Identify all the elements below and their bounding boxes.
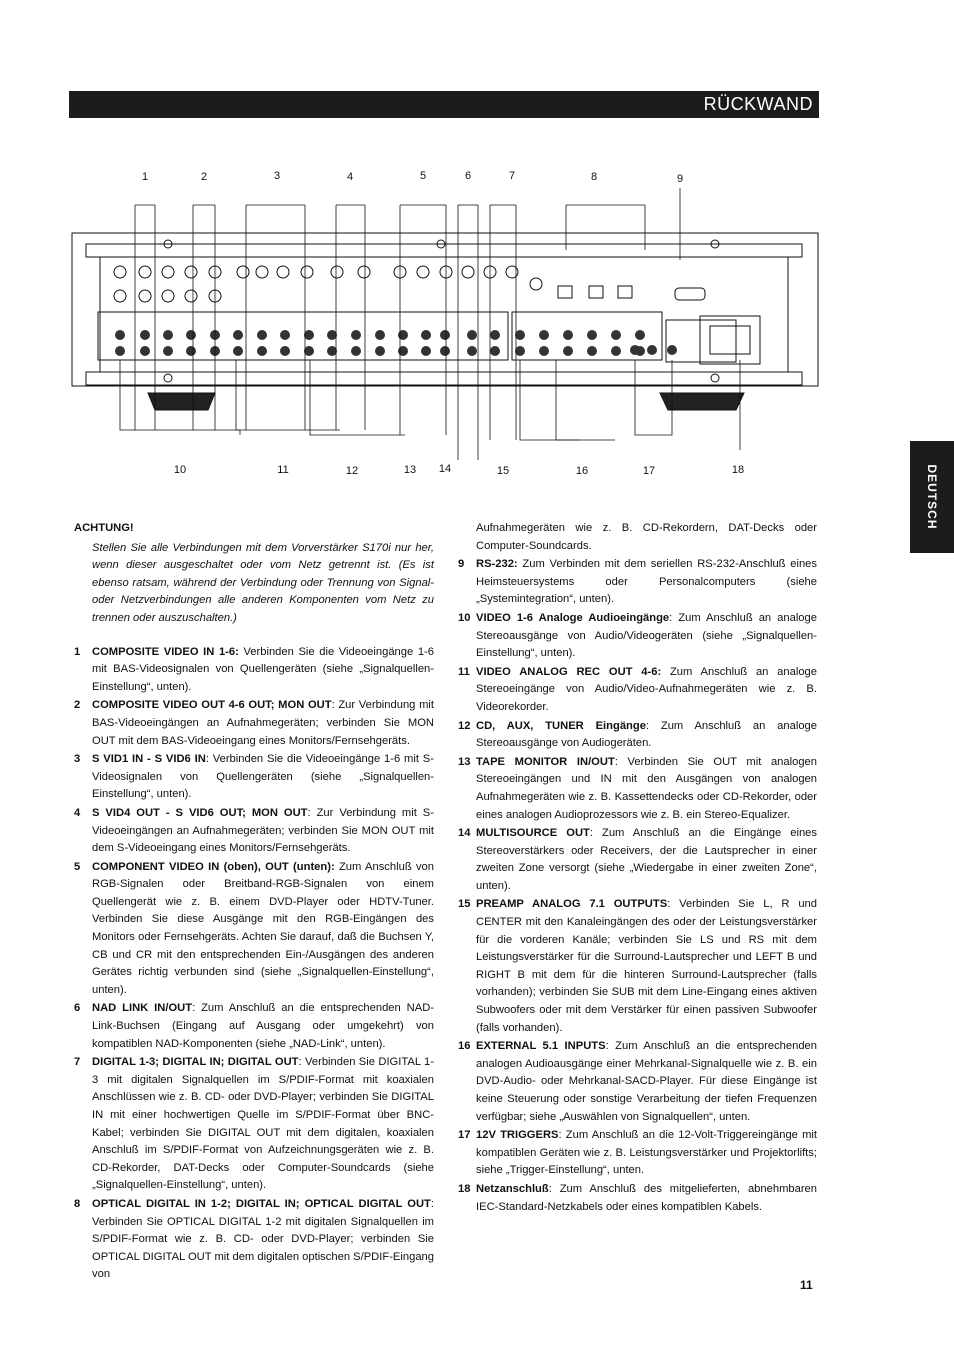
callout-11: 11 [277, 464, 289, 476]
callout-16: 16 [575, 465, 589, 477]
list-item: 3 S VID1 IN - S VID6 IN: Verbinden Sie die Videoeingänge 1-6 mit S-Videosignalen von Quellengeräten (siehe „Signalquellen-Einstellung“, unten). [74, 753, 434, 801]
list-item: 16 EXTERNAL 5.1 INPUTS: Zum Anschluß an die entsprechenden analogen Audioausgänge einer Mehrkanal-Signalquelle wie z. B. ein DVD-Audio- oder Mehrkanal-SACD-Player. Für diese Eingänge ist keine Steuerung oder sonstige Verarbeitung der tiefen Frequenzen verfügbar; siehe „Auswählen von Signalquellen“, unten. [458, 1040, 818, 1123]
language-tab [910, 441, 954, 553]
callout-14: 14 [438, 463, 452, 475]
callout-18: 18 [731, 464, 745, 476]
caution-title: ACHTUNG! [74, 522, 134, 534]
list-item: 15 PREAMP ANALOG 7.1 OUTPUTS: Verbinden Sie L, R und CENTER mit den Kanaleingängen des oder der Leistungsverstärker für die vorderen Kanäle; verbinden Sie LS und RS mit dem Leistungsverstärker für die Surround-Lautsprecher und LEFT B und RIGHT B mit dem für die hinteren Surround-Lautsprecher (falls vorhanden); verbinden Sie SUB mit dem Line-Eingang eines aktiven Subwoofers oder mit dem Verstärker für einen passiven Subwoofer (falls vorhanden). [458, 898, 817, 1034]
list-item: 17 12V TRIGGERS: Zum Anschluß an die 12-Volt-Triggereingänge mit kompatiblen Geräten wie z. B. Leistungsverstärker und Projektorlifts; siehe „Trigger-Einstellung“, unten. [458, 1129, 817, 1177]
callout-15: 15 [496, 465, 510, 477]
section-title: RÜCKWAND [703, 94, 813, 114]
left-column [74, 520, 434, 1285]
list-item: 14 MULTISOURCE OUT: Zum Anschluß an die Eingänge eines Stereoverstärkers oder Receivers, der die Lautsprecher in einer zweiten Zone versorgt (siehe „Wiedergabe in einer zweiten Zone“, unten). [458, 827, 817, 892]
list-item: 4 S VID4 OUT - S VID6 OUT; MON OUT: Zur Verbindung mit S-Videoeingängen an Aufnahmegeräten; verbinden Sie MON OUT mit dem S-Videoeingang eines Monitors/Fernsehgeräts. [74, 806, 434, 855]
caution-text: Stellen Sie alle Verbindungen mit dem Vorverstärker S170i nur her, wenn dieser ausgeschaltet oder vom Netz getrennt ist. (Es ist ebenso ratsam, während der Verbindung oder Trennung von Signal- oder Netzverbindungen alle anderen Komponenten vom Netz zu trennen oder auszuschalten.) [92, 541, 434, 624]
page-number: 11 [800, 1278, 813, 1292]
callout-7: 7 [508, 170, 516, 182]
rear-panel-diagram [60, 160, 840, 480]
list-item: 6 NAD LINK IN/OUT: Zum Anschluß an die entsprechenden NAD-Link-Buchsen (Eingang auf Ausgang oder umgekehrt) von kompatiblen NAD-Komponenten (siehe „NAD-Link“, unten). [74, 1002, 434, 1050]
callout-6: 6 [464, 170, 472, 182]
callout-17: 17 [642, 465, 656, 477]
right-column [458, 520, 817, 1217]
callout-2: 2 [200, 171, 208, 183]
callout-10: 10 [173, 464, 187, 476]
callout-13: 13 [403, 464, 417, 476]
list-item: 9 RS-232: Zum Verbinden mit dem seriellen RS-232-Anschluß eines Heimsteuersystems oder Personalcomputers (siehe „Systemintegration“, unten). [458, 558, 817, 606]
section-header-bar [69, 91, 819, 118]
callout-8: 8 [590, 171, 598, 183]
list-item: 1 COMPOSITE VIDEO IN 1-6: Verbinden Sie die Videoeingänge 1-6 mit BAS-Videosignalen von Quellengeräten (siehe „Signalquellen-Einstellung“, unten). [74, 645, 434, 693]
callout-1: 1 [141, 171, 149, 183]
list-item: 11 VIDEO ANALOG REC OUT 4-6: Zum Anschluß an analoge Stereoeingänge von Audio/Video-Aufnahmegeräten wie z. B. Videorekorder. [458, 665, 817, 713]
callout-12: 12 [345, 465, 359, 477]
callout-5: 5 [419, 170, 427, 182]
list-item: 18 Netzanschluß: Zum Anschluß des mitgelieferten, abnehmbaren IEC-Standard-Netzkabels oder eines kompatiblen Kabels. [458, 1182, 817, 1213]
list-item: 13 TAPE MONITOR IN/OUT: Verbinden Sie OUT mit analogen Stereoeingängen und IN mit den Ausgängen von analogen Aufnahmegeräten wie z. B. Kassettendecks oder CD-Rekorder, oder eines analogen Audioprozessors wie z. B. ein Stereo-Equalizer. [458, 755, 817, 821]
language-tab-label: DEUTSCH [925, 464, 939, 530]
list-item: 12 CD, AUX, TUNER Eingänge: Zum Anschluß an analoge Stereoausgänge von Audiogeräten. [458, 719, 817, 750]
callout-4: 4 [346, 171, 354, 183]
callout-9: 9 [676, 173, 684, 185]
list-item: 5 COMPONENT VIDEO IN (oben), OUT (unten): Zum Anschluß von RGB-Signalen oder Breitband-RGB-Signalen von einem Quellengerät wie z. B. einem DVD-Player oder HDTV-Tuner. Verbinden Sie diese Ausgänge mit den RGB-Eingängen des Monitors oder Fernsehgeräts. Achten Sie darauf, daß die Buchsen Y, CB und CR mit den entsprechenden Ein-/Ausgängen des anderen Gerätes richtig verbunden sind (siehe „Signalquellen-Einstellung“, unten). [74, 860, 434, 996]
list-item: 7 DIGITAL 1-3; DIGITAL IN; DIGITAL OUT: Verbinden Sie DIGITAL 1-3 mit digitalen Signalquellen im S/PDIF-Format mit koaxialen Anschlüssen wie z. B. CD- oder DVD-Player; verbinden Sie DIGITAL IN mit einer hochwertigen Quelle im S/PDIF-Format über BNC-Kabel; verbinden Sie DIGITAL OUT mit dem digitalen, koaxialen Anschluß im S/PDIF-Format von Aufzeichnungsgeräten wie z. B. CD-Rekorder, DAT-Decks oder Computer-Soundcards (siehe „Signalquellen-Einstellung“, unten). [74, 1056, 434, 1192]
list-item: 10 VIDEO 1-6 Analoge Audioeingänge: Zum Anschluß an analoge Stereoausgänge von Audio/Videogeräten (siehe „Signalquellen-Einstellung“, unten). [458, 611, 817, 660]
list-item: 8 OPTICAL DIGITAL IN 1-2; DIGITAL IN; OPTICAL DIGITAL OUT: Verbinden Sie OPTICAL DIGITAL 1-2 mit digitalen Signalquellen im S/PDIF-Format wie z. B. CD- oder DVD-Player; verbinden Sie OPTICAL DIGITAL OUT mit dem digitalen optischen S/PDIF-Eingang von [74, 1197, 434, 1281]
list-item-continuation: Aufnahmegeräten wie z. B. CD-Rekordern, DAT-Decks oder Computer-Soundcards. [476, 522, 817, 552]
callout-3: 3 [273, 170, 281, 182]
list-item: 2 COMPOSITE VIDEO OUT 4-6 OUT; MON OUT: Zur Verbindung mit BAS-Videoeingängen an Aufnahmegeräten; verbinden Sie MON OUT mit dem BAS-Videoeingang eines Monitors/Fernsehgeräts. [74, 699, 434, 747]
